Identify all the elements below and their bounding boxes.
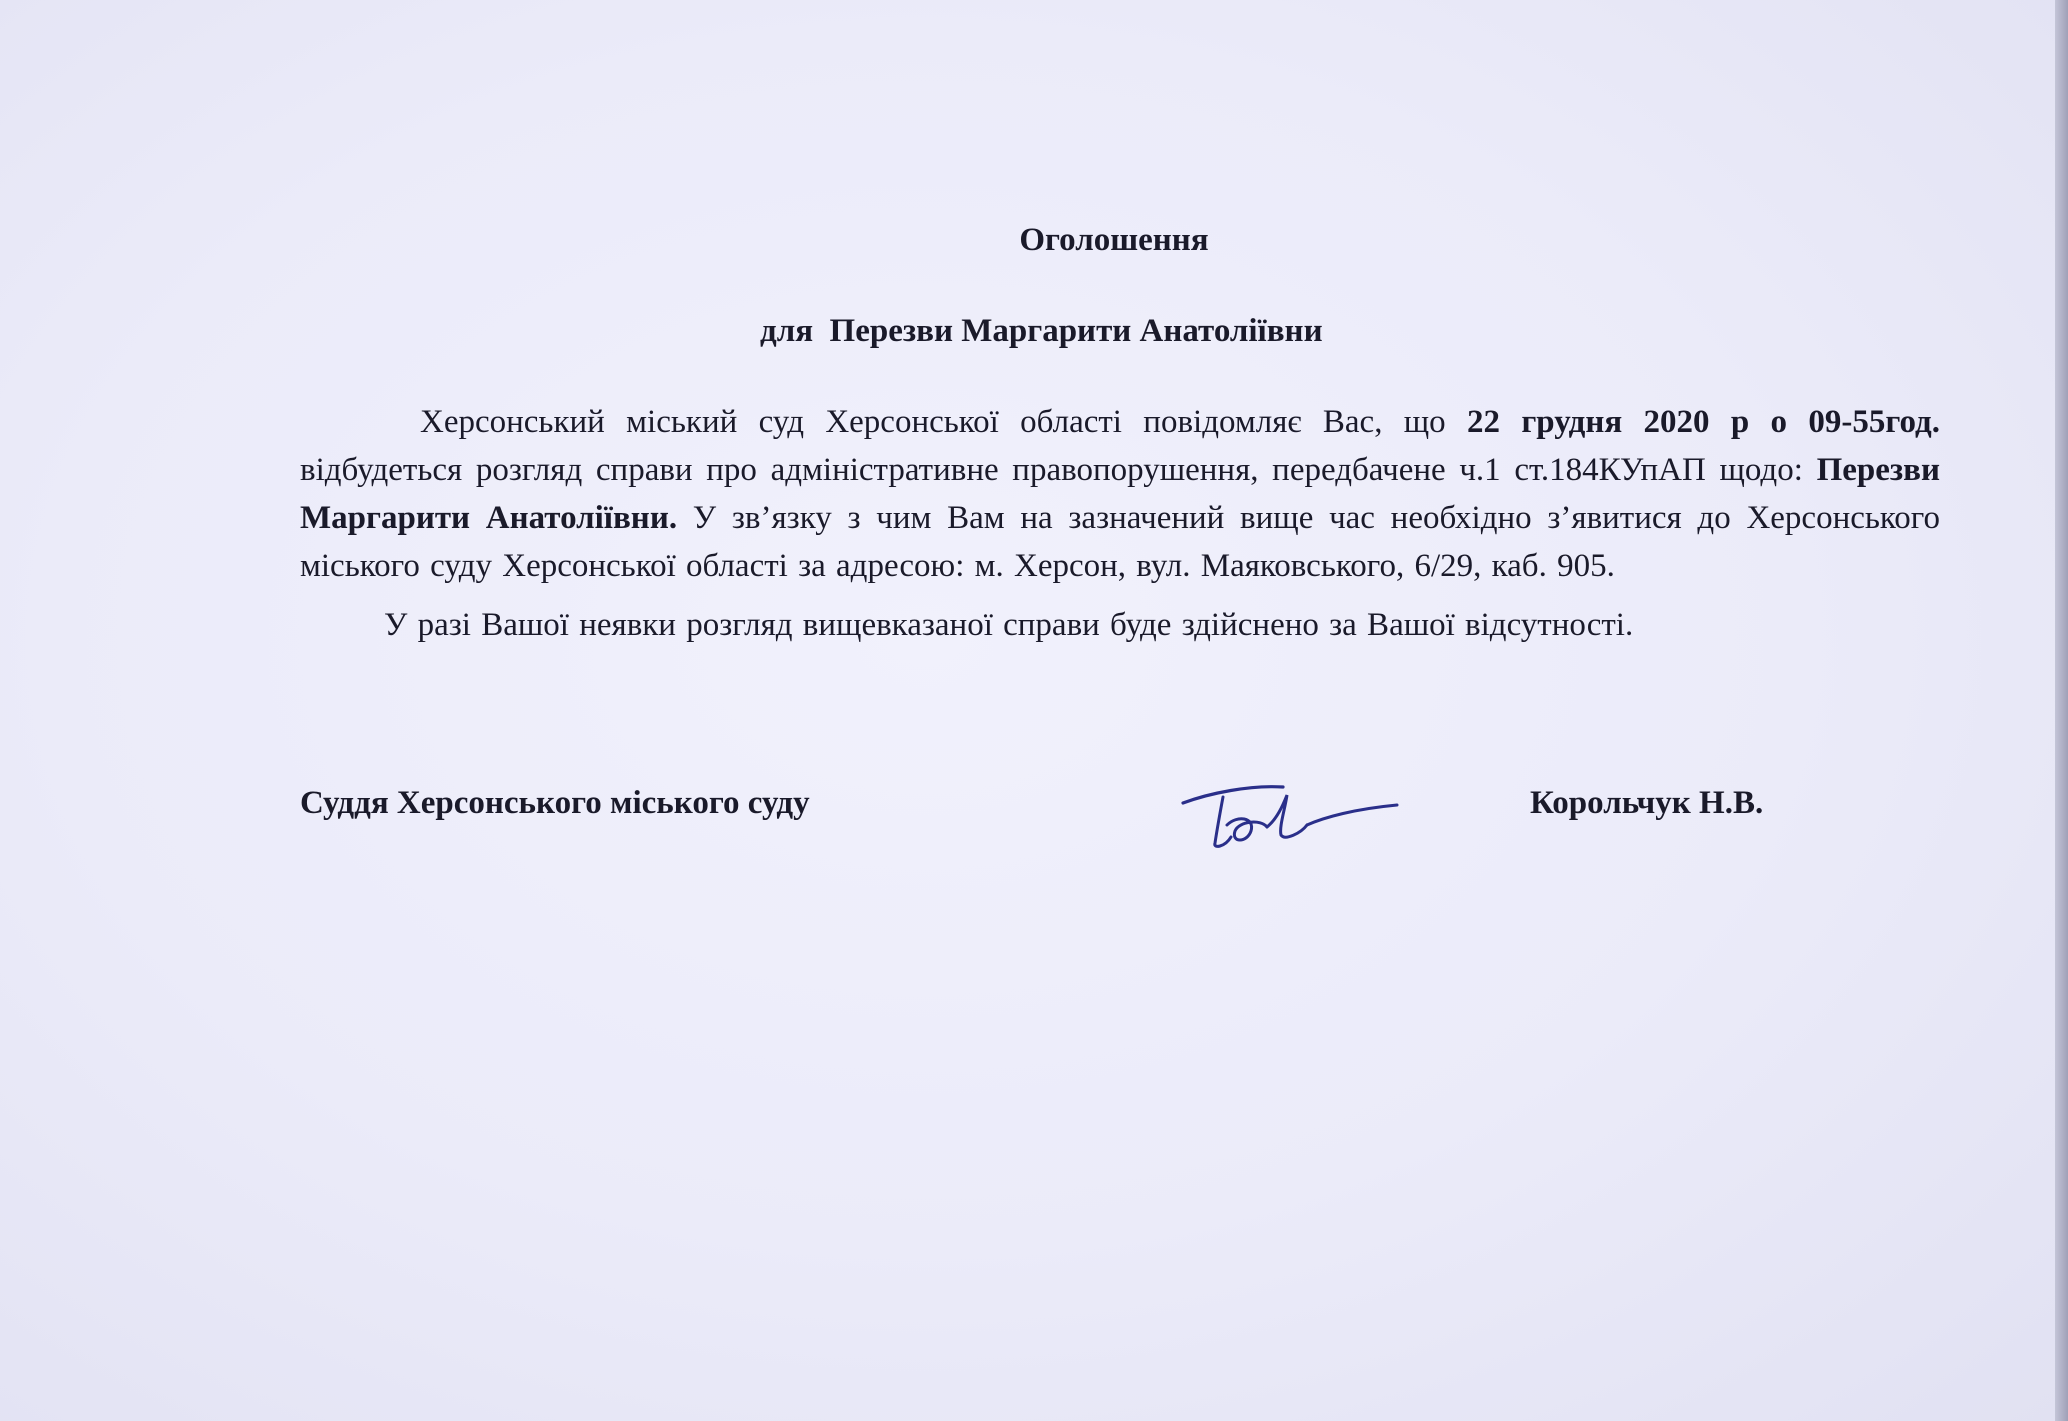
person-name: Перезви Маргарити Анатоліївни.: [300, 452, 1940, 536]
notice-text-part2: відбудеться розгляд справи про адміністративне правопорушення, передбачене ч.1 ст.184КУпАП щодо:: [300, 452, 1817, 488]
judge-position: Суддя Херсонського міського суду: [300, 785, 810, 821]
signature-block: [300, 785, 1940, 845]
document-addressee: для Перезви Маргарити Анатоліївни: [760, 313, 1323, 349]
hearing-date-time: 22 грудня 2020 р о 09-55год.: [1467, 404, 1940, 440]
notice-text-part1: Херсонський міський суд Херсонської області повідомляє Вас, що: [420, 404, 1467, 440]
absence-paragraph: У разі Вашої неявки розгляд вищевказаної справи буде здійснено за Вашої відсутності.: [384, 607, 1634, 643]
handwritten-signature: [1165, 775, 1425, 855]
notice-text-part3: У зв’язку з чим Вам на зазначений вище час необхідно з’явитися до Херсонського міського суду Херсонської області за адресою: м. Херсон, вул. Маяковського, 6/29, каб. 905.: [300, 500, 1940, 584]
notice-paragraph: [300, 398, 1940, 590]
page-edge-shadow: [2055, 0, 2068, 1421]
document-body: [300, 398, 1940, 652]
document-title: Оголошення: [1019, 222, 1209, 258]
judge-name: Корольчук Н.В.: [1530, 785, 1764, 821]
